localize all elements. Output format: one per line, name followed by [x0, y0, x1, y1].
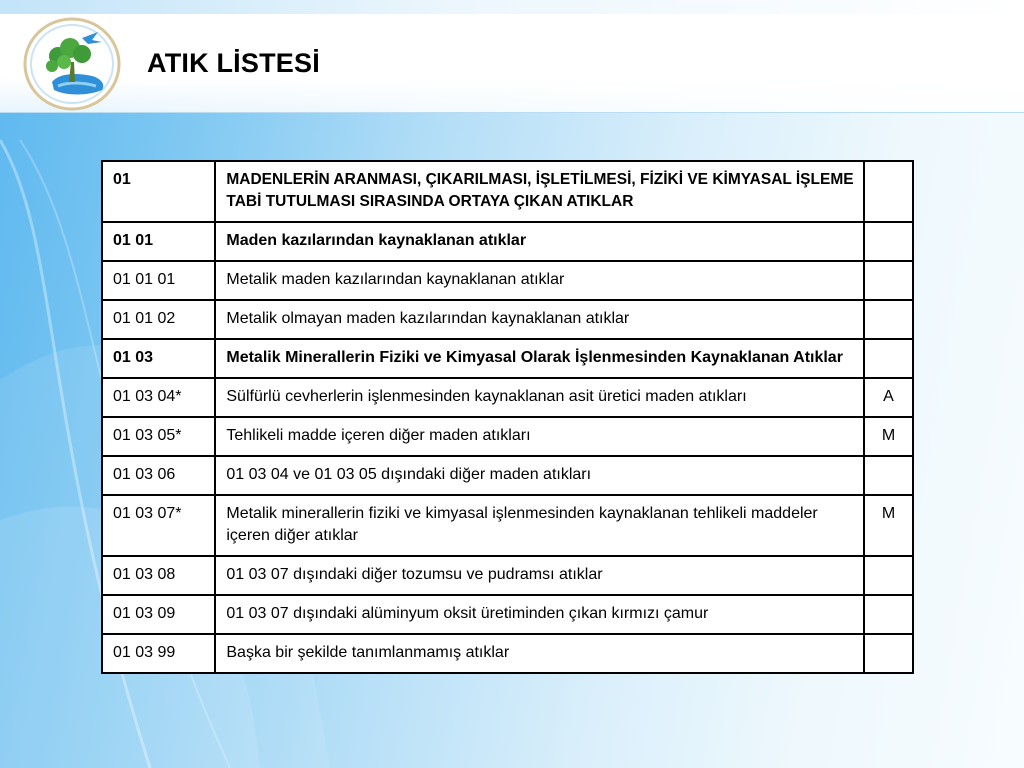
table-row: [102, 495, 913, 556]
table-row: [102, 417, 913, 456]
waste-description: Metalik Minerallerin Fiziki ve Kimyasal Olarak İşlenmesinden Kaynaklanan Atıklar: [215, 339, 864, 378]
waste-description: 01 03 07 dışındaki diğer tozumsu ve pudramsı atıklar: [215, 556, 864, 595]
waste-mark: A: [864, 378, 913, 417]
waste-code: 01 03 06: [102, 456, 215, 495]
waste-code: 01 01 01: [102, 261, 215, 300]
waste-description: 01 03 07 dışındaki alüminyum oksit üretiminden çıkan kırmızı çamur: [215, 595, 864, 634]
table-row: [102, 456, 913, 495]
waste-code: 01 03 05*: [102, 417, 215, 456]
table-row: [102, 634, 913, 673]
waste-mark: [864, 456, 913, 495]
waste-mark: [864, 222, 913, 261]
waste-description: MADENLERİN ARANMASI, ÇIKARILMASI, İŞLETİLMESİ, FİZİKİ VE KİMYASAL İŞLEME TABİ TUTULMASI SIRASINDA ORTAYA ÇIKAN ATIKLAR: [215, 161, 864, 222]
waste-mark: [864, 161, 913, 222]
ministry-logo-icon: [22, 16, 122, 112]
table-row: [102, 161, 913, 222]
waste-mark: [864, 339, 913, 378]
table-row: [102, 222, 913, 261]
waste-code: 01 03 09: [102, 595, 215, 634]
waste-code: 01 03 99: [102, 634, 215, 673]
waste-description: Maden kazılarından kaynaklanan atıklar: [215, 222, 864, 261]
waste-code: 01: [102, 161, 215, 222]
page-title: ATIK LİSTESİ: [147, 48, 320, 78]
waste-description: Metalik minerallerin fiziki ve kimyasal işlenmesinden kaynaklanan tehlikeli maddeler içeren diğer atıklar: [215, 495, 864, 556]
waste-mark: M: [864, 495, 913, 556]
table-row: [102, 261, 913, 300]
waste-description: Başka bir şekilde tanımlanmamış atıklar: [215, 634, 864, 673]
waste-list-table: [101, 160, 914, 674]
table-row: [102, 339, 913, 378]
waste-mark: [864, 261, 913, 300]
table-row: [102, 300, 913, 339]
waste-mark: M: [864, 417, 913, 456]
waste-code: 01 03: [102, 339, 215, 378]
waste-mark: [864, 300, 913, 339]
waste-mark: [864, 634, 913, 673]
waste-code: 01 01: [102, 222, 215, 261]
waste-mark: [864, 556, 913, 595]
waste-code: 01 03 08: [102, 556, 215, 595]
waste-code: 01 03 07*: [102, 495, 215, 556]
table-row: [102, 556, 913, 595]
waste-description: Metalik olmayan maden kazılarından kaynaklanan atıklar: [215, 300, 864, 339]
waste-mark: [864, 595, 913, 634]
waste-code: 01 03 04*: [102, 378, 215, 417]
waste-description: Tehlikeli madde içeren diğer maden atıkları: [215, 417, 864, 456]
waste-description: Sülfürlü cevherlerin işlenmesinden kaynaklanan asit üretici maden atıkları: [215, 378, 864, 417]
waste-description: 01 03 04 ve 01 03 05 dışındaki diğer maden atıkları: [215, 456, 864, 495]
waste-code: 01 01 02: [102, 300, 215, 339]
table-row: [102, 595, 913, 634]
waste-description: Metalik maden kazılarından kaynaklanan atıklar: [215, 261, 864, 300]
table-row: [102, 378, 913, 417]
